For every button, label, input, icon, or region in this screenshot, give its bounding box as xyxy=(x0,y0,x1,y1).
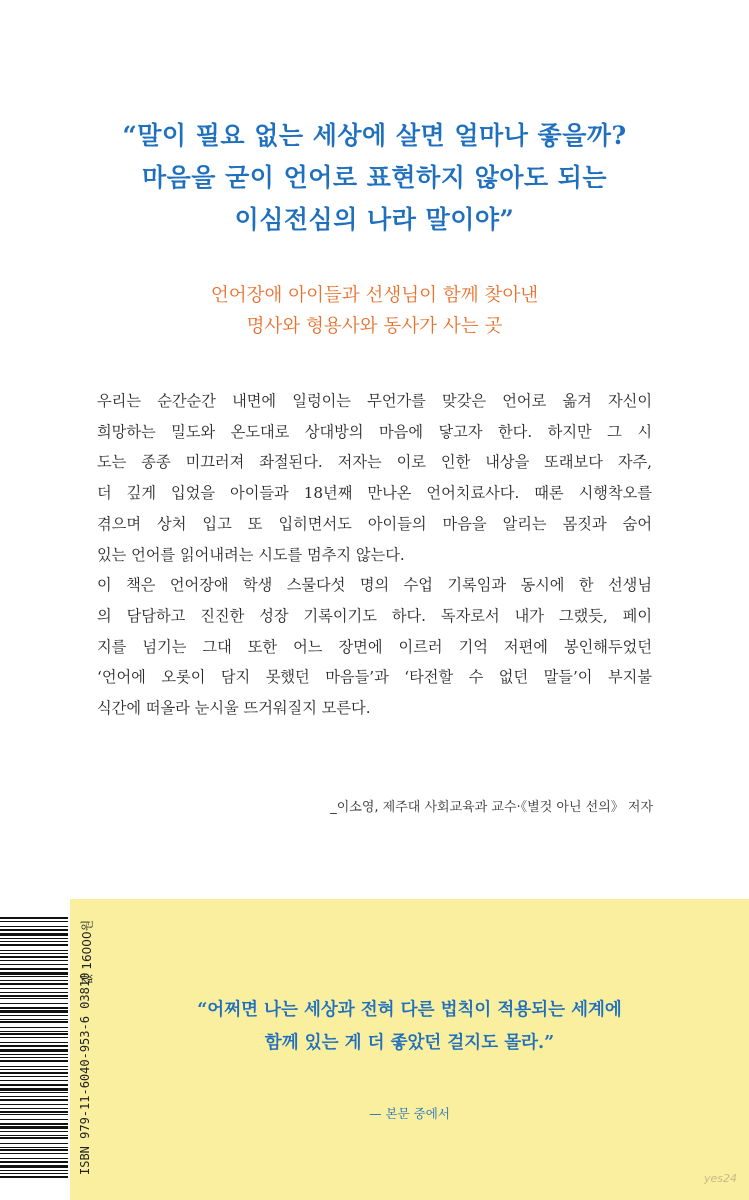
review-line: 식간에 떠올라 눈시울 뜨거워질지 모른다. xyxy=(97,699,371,718)
barcode-bar xyxy=(0,1137,68,1139)
barcode-bar xyxy=(0,950,68,951)
barcode-bar xyxy=(0,1135,68,1136)
barcode-bar xyxy=(0,1104,68,1105)
barcode-bar xyxy=(0,1149,68,1151)
barcode-bar xyxy=(0,1072,68,1074)
reviewer-signature: _이소영, 제주대 사회교육과 교수·《별것 아닌 선의》 저자 xyxy=(330,800,653,815)
barcode-bar xyxy=(0,1057,68,1058)
barcode-bar xyxy=(0,917,68,919)
excerpt-line: 함께 있는 게 더 좋았던 걸지도 몰라.” xyxy=(264,1033,555,1053)
top-quote-line: 마음을 굳이 언어로 표현하지 않아도 되는 xyxy=(141,163,608,192)
barcode-bar xyxy=(0,1123,68,1125)
review-line: 희망하는 밀도와 온도대로 상대방의 마음에 닿고자 한다. 하지만 그 시 xyxy=(97,422,652,441)
barcode-bar xyxy=(0,1176,68,1178)
barcode-bar xyxy=(0,929,68,931)
barcode-bar xyxy=(0,1021,68,1023)
review-line: ‘언어에 오롯이 담지 못했던 마음들’과 ‘타전할 수 없던 말들’이 부지불 xyxy=(97,668,652,687)
top-quote-line: “말이 필요 없는 세상에 살면 얼마나 좋을까? xyxy=(122,121,627,150)
barcode-bar xyxy=(0,992,68,993)
barcode-bar xyxy=(0,964,68,965)
barcode-bar xyxy=(0,1066,68,1067)
excerpt-line: “어쩌면 나는 세상과 전혀 다른 법칙이 적용되는 세계에 xyxy=(197,1000,622,1020)
barcode-bar xyxy=(0,1045,68,1047)
subtitle-line: 언어장애 아이들과 선생님이 함께 찾아낸 xyxy=(210,285,539,306)
barcode-bar xyxy=(0,1131,68,1132)
barcode-bar xyxy=(0,1099,68,1101)
barcode-bar xyxy=(0,1027,68,1028)
review-line: 더 깊게 입었을 아이들과 18년째 만나온 언어치료사다. 때론 시행착오를 xyxy=(97,484,652,503)
barcode-bar xyxy=(0,976,68,977)
barcode-bar xyxy=(0,1060,68,1062)
barcode-bar xyxy=(0,1147,68,1148)
barcode-bar xyxy=(0,1031,68,1032)
barcode-bar xyxy=(0,980,68,981)
barcode-bar xyxy=(0,944,68,946)
excerpt-source: — 본문 중에서 xyxy=(369,1106,450,1121)
excerpt-quote xyxy=(70,994,749,1060)
barcode-bar xyxy=(0,1010,68,1013)
barcode-bar xyxy=(0,998,68,999)
review-line: 있는 언어를 읽어내려는 시도를 멈추지 않는다. xyxy=(97,545,405,564)
barcode-bar xyxy=(0,1049,68,1052)
barcode-bar xyxy=(0,1033,68,1035)
barcode-bar xyxy=(0,983,68,985)
barcode-bar xyxy=(0,1054,68,1055)
barcode-bar xyxy=(0,1007,68,1009)
barcode-bar xyxy=(0,1173,68,1174)
barcode-bar xyxy=(0,1126,68,1129)
barcode-bar xyxy=(0,1114,68,1115)
barcode-bar xyxy=(0,1037,68,1038)
review-line: 겪으며 상처 입고 또 입히면서도 아이들의 마음을 알리는 몸짓과 숨어 xyxy=(97,514,652,533)
barcode-bar xyxy=(0,941,68,942)
barcode-bar xyxy=(0,1096,68,1097)
barcode-bar xyxy=(0,1042,68,1043)
barcode-bar xyxy=(0,972,68,975)
barcode-bar xyxy=(0,1092,68,1093)
barcode-bar xyxy=(0,1165,68,1168)
review-line: 도는 종종 미끄러져 좌절된다. 저자는 이로 인한 내상을 또래보다 자주, xyxy=(97,453,652,472)
subtitle xyxy=(0,280,749,342)
barcode-bar xyxy=(0,1111,68,1113)
top-quote xyxy=(0,115,749,241)
price-text: 값 16000원 xyxy=(80,919,94,985)
barcode-bar xyxy=(0,995,68,997)
barcode-bar xyxy=(0,1108,68,1109)
barcode-bar xyxy=(0,1088,68,1091)
barcode-bar xyxy=(0,921,68,922)
barcode-bar xyxy=(0,926,68,927)
barcode-bar xyxy=(0,938,68,939)
barcode-bar xyxy=(0,960,68,961)
barcode-icon xyxy=(0,917,68,1179)
review-line: 지를 넘기는 그대 또한 어느 장면에 이르러 기억 저편에 봉인해두었던 xyxy=(97,637,652,656)
barcode-bar xyxy=(0,988,68,989)
barcode-bar xyxy=(0,933,68,936)
barcode-bar xyxy=(0,1019,68,1020)
barcode-bar xyxy=(0,1069,68,1070)
barcode-bar xyxy=(0,1153,68,1154)
barcode-bar xyxy=(0,1003,68,1004)
barcode-bar xyxy=(0,956,68,958)
barcode-bar xyxy=(0,1161,68,1163)
barcode-bar xyxy=(0,1119,68,1120)
review-line: 이 책은 언어장애 학생 스물다섯 명의 수업 기록임과 동시에 한 선생님 xyxy=(97,576,652,595)
subtitle-line: 명사와 형용사와 동사가 사는 곳 xyxy=(246,316,503,337)
barcode-bar xyxy=(0,1076,68,1077)
barcode-bar xyxy=(0,1080,68,1081)
review-line: 우리는 순간순간 내면에 일렁이는 무언가를 맞갖은 언어로 옮겨 자신이 xyxy=(97,392,652,410)
barcode-bar xyxy=(0,968,68,970)
review-text xyxy=(97,386,652,724)
barcode-bar xyxy=(0,1143,68,1144)
review-line: 의 담담하고 진진한 성장 기록이기도 하다. 독자로서 내가 그랬듯, 페이 xyxy=(97,606,652,625)
barcode-bar xyxy=(0,953,68,954)
barcode-bar xyxy=(0,1170,68,1171)
barcode-bar xyxy=(0,1158,68,1159)
isbn-text: ISBN 979-11-6040-953-6 03810 xyxy=(78,972,92,1175)
watermark-logo: yes24 xyxy=(703,1172,737,1185)
barcode-bar xyxy=(0,1015,68,1016)
top-quote-line: 이심전심의 나라 말이야” xyxy=(234,205,515,234)
barcode-bar xyxy=(0,1084,68,1086)
